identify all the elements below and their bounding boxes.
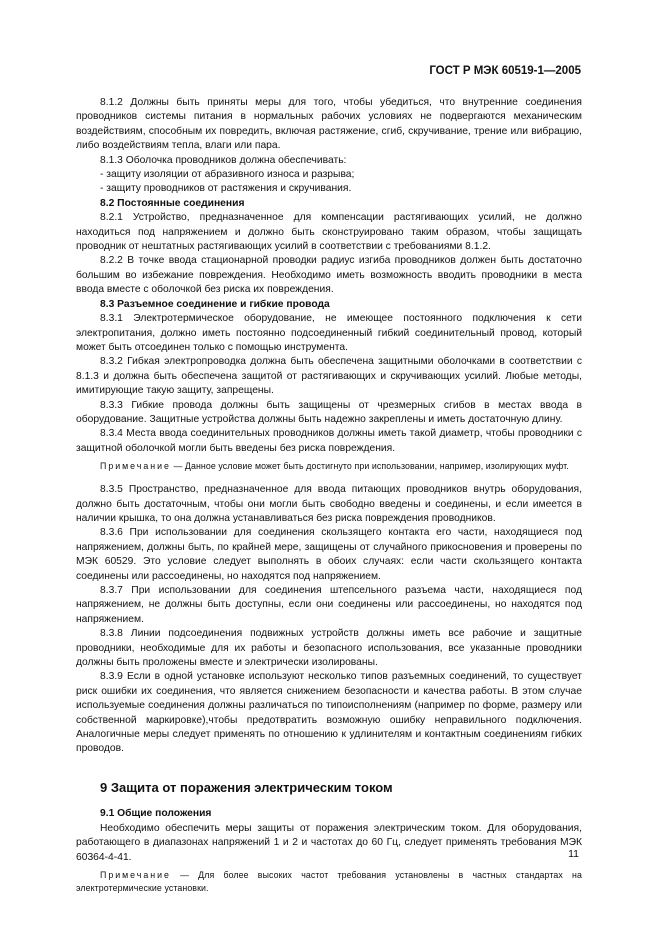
paragraph-8-2-1: 8.2.1 Устройство, предназначенное для компенсации растягивающих усилий, не должно находиться под напряжением и должно быть сконструировано таким образом, чтобы защищать проводник от нештатных растягивающих усилий в соответствии с требованиями 8.1.2.: [76, 212, 582, 253]
paragraph-8-3-4: 8.3.4 Места ввода соединительных проводников должны иметь такой диаметр, чтобы проводники с защитной оболочкой могли быть введены без риска повреждения.: [76, 428, 582, 454]
page-number: 11: [568, 848, 579, 860]
note-label: Примечание: [100, 461, 171, 472]
note-label: Примечание: [100, 869, 171, 880]
note-text: — Для более высоких частот требования установлены в частных стандартах на электротермические установки.: [76, 869, 582, 893]
paragraph-8-3-6: 8.3.6 При использовании для соединения скользящего контакта его части, находящиеся под напряжением, должны быть, по крайней мере, защищены от случайного прикосновения и проверены по МЭК 60529. Это условие следует выполнять в обоих случаях: если части скользящего контакта соединены или рассоединены, но находятся под напряжением.: [76, 527, 582, 582]
heading-8-3: 8.3 Разъемное соединение и гибкие провода: [100, 298, 330, 310]
section-heading-9: 9 Защита от поражения электрическим током: [100, 779, 393, 795]
heading-8-2: 8.2 Постоянные соединения: [100, 197, 245, 209]
paragraph-8-3-9: 8.3.9 Если в одной установке используют несколько типов разъемных соединений, то существует риск ошибки их соединения, что является снижением безопасности и качества работы. В этом случае используемые соединения должны различаться по типоисполнениям (например по форме, размеру или собственной маркировке),чтобы предотвратить возможную ошибку неправильного подключения. Аналогичные меры следует применять по отношению к удлинителям и контактным соединениям гибких проводов.: [76, 671, 582, 755]
paragraph-9-1: Необходимо обеспечить меры защиты от поражения электрическим током. Для оборудования, работающего в диапазонах напряжений 1 и 2 и частотах до 60 Гц, следует применять требования МЭК 60364-4-41.: [76, 822, 582, 863]
paragraph-8-3-8: 8.3.8 Линии подсоединения подвижных устройств должны иметь все рабочие и защитные проводники, необходимые для их работы и безопасного использования, все указанные проводники должны быть проложены вместе и электрически изолированы.: [76, 628, 582, 669]
paragraph-8-1-3: 8.1.3 Оболочка проводников должна обеспечивать:: [100, 154, 347, 166]
list-item: - защиту изоляции от абразивного износа и разрыва;: [100, 169, 355, 181]
document-body: [76, 96, 582, 905]
list-item: - защиту проводников от растяжения и скручивания.: [100, 183, 352, 195]
note-1: [76, 460, 582, 473]
paragraph-8-3-2: 8.3.2 Гибкая электропроводка должна быть обеспечена защитными оболочками в соответствии с 8.1.3 и должна быть обеспечена защитой от растягивающих и скручивающих усилий. Любые методы, имитирующие такую защиту, запрещены.: [76, 356, 582, 397]
note-2: [76, 869, 582, 895]
paragraph-8-3-5: 8.3.5 Пространство, предназначенное для ввода питающих проводников внутрь оборудования, должно быть достаточным, чтобы они могли быть свободно введены и соединены, и если имеется в наличии крышка, то она должна устанавливаться без риска повреждения проводников.: [76, 484, 582, 524]
paragraph-8-1-2: 8.1.2 Должны быть приняты меры для того, чтобы убедиться, что внутренние соединения проводников системы питания в нормальных рабочих условиях не подвергаются механическим воздействиям, способным их повредить, включая растяжение, сгиб, скручивание, трение или вибрацию, либо воздействиям тепла, влаги или пара.: [76, 97, 582, 152]
paragraph-8-2-2: 8.2.2 В точке ввода стационарной проводки радиус изгиба проводников должен быть достаточно большим во избежание повреждения. Необходимо иметь возможность вводить проводники в места ввода вместе с оболочкой без риска их повреждения.: [76, 255, 582, 296]
note-text: — Данное условие может быть достигнуто при использовании, например, изолирующих муфт.: [170, 461, 569, 472]
paragraph-8-3-7: 8.3.7 При использовании для соединения штепсельного разъема части, находящиеся под напряжением, не должны быть доступны, если они соединены или рассоединены, но находятся под напряжением.: [76, 585, 582, 625]
paragraph-8-3-1: 8.3.1 Электротермическое оборудование, не имеющее постоянного подключения к сети электропитания, должно иметь постоянно подсоединенный гибкий соединительный провод, который может быть отсоединен только с помощью инструмента.: [76, 313, 582, 353]
paragraph-8-3-3: 8.3.3 Гибкие провода должны быть защищены от чрезмерных сгибов в местах ввода в оборудование. Защитные устройства должны быть надежно закреплены и иметь достаточную длину.: [76, 399, 582, 425]
heading-9-1: 9.1 Общие положения: [100, 808, 212, 820]
standard-header: ГОСТ Р МЭК 60519-1—2005: [429, 65, 581, 77]
